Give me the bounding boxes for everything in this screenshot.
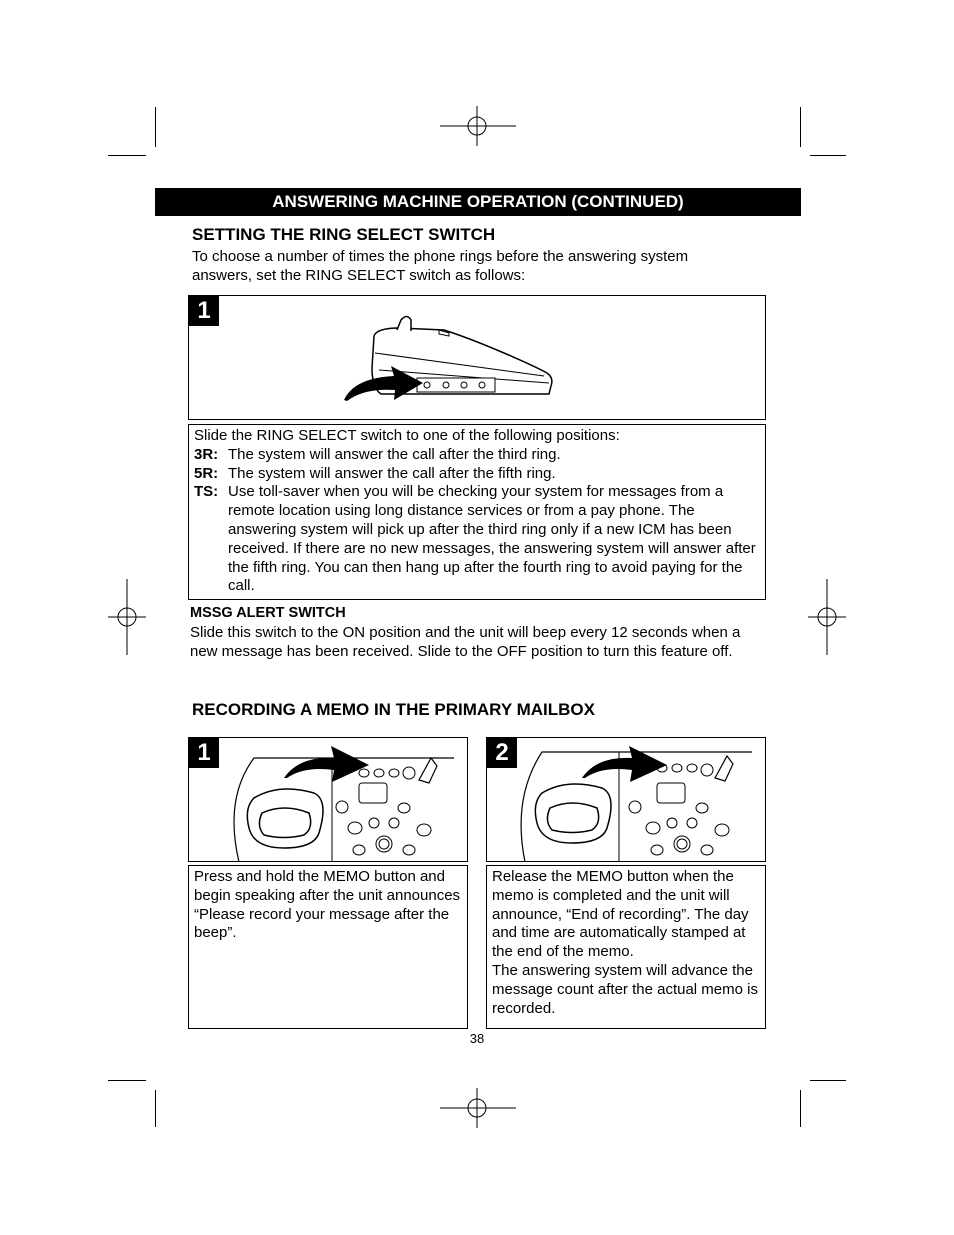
memo-step1-text-box xyxy=(188,865,468,1029)
ring-select-figure xyxy=(188,295,766,420)
section-header: ANSWERING MACHINE OPERATION (CONTINUED) xyxy=(155,188,801,216)
option-5r xyxy=(194,465,760,484)
step-number-badge: 1 xyxy=(189,296,219,326)
step-number-badge: 1 xyxy=(189,738,219,768)
phone-top-illustration xyxy=(219,738,467,862)
memo-step1-figure xyxy=(188,737,468,862)
option-text: The system will answer the call after the third ring. xyxy=(228,445,561,463)
memo-step2-text-box xyxy=(486,865,766,1029)
memo-step2-figure xyxy=(486,737,766,862)
mssg-alert-line2: new message has been received. Slide to the OFF position to turn this feature off. xyxy=(190,643,733,660)
memo-heading: RECORDING A MEMO IN THE PRIMARY MAILBOX xyxy=(192,700,595,719)
registration-target-bottom xyxy=(440,1088,516,1128)
option-key: TS: xyxy=(194,483,219,501)
registration-target-left xyxy=(108,579,146,655)
option-3r xyxy=(194,446,760,465)
ring-select-intro-line1: To choose a number of times the phone rings before the answering system xyxy=(192,248,689,265)
ring-select-intro-line2: answers, set the RING SELECT switch as follows: xyxy=(192,267,526,284)
phone-side-illustration xyxy=(339,308,559,408)
ring-select-heading: SETTING THE RING SELECT SWITCH xyxy=(192,225,496,244)
ring-select-options-box xyxy=(188,424,766,600)
option-text: The system will answer the call after the fifth ring. xyxy=(228,464,556,482)
option-key: 5R: xyxy=(194,464,219,482)
ring-select-instruction: Slide the RING SELECT switch to one of the following positions: xyxy=(194,427,620,444)
mssg-alert-line1: Slide this switch to the ON position and the unit will beep every 12 seconds when a xyxy=(190,624,741,641)
phone-top-illustration xyxy=(517,738,765,862)
memo-step2-text2: The answering system will advance the message count after the actual memo is recorded. xyxy=(492,961,758,1017)
registration-target-right xyxy=(808,579,846,655)
memo-step1-text: Press and hold the MEMO button and begin speaking after the unit announces “Please record your message after the beep”. xyxy=(194,868,461,942)
mssg-alert-heading: MSSG ALERT SWITCH xyxy=(190,605,346,621)
option-key: 3R: xyxy=(194,445,219,463)
step-number-badge: 2 xyxy=(487,738,517,768)
registration-target-top xyxy=(440,106,516,146)
option-ts xyxy=(194,483,760,596)
page-number: 38 xyxy=(469,1031,485,1046)
option-text: Use toll-saver when you will be checking your system for messages from a remote location using long distance services or from a pay phone. The answering system will pick up after the third ring only if a new ICM has been received. If there are no new messages, the answering system will answer after the fifth ring. You can then hang up after the fourth ring to avoid paying for the call. xyxy=(228,483,756,595)
memo-step2-text: Release the MEMO button when the memo is completed and the unit will announce, “End of recording”. The day and time are automatically stamped at the end of the memo. xyxy=(492,868,749,961)
